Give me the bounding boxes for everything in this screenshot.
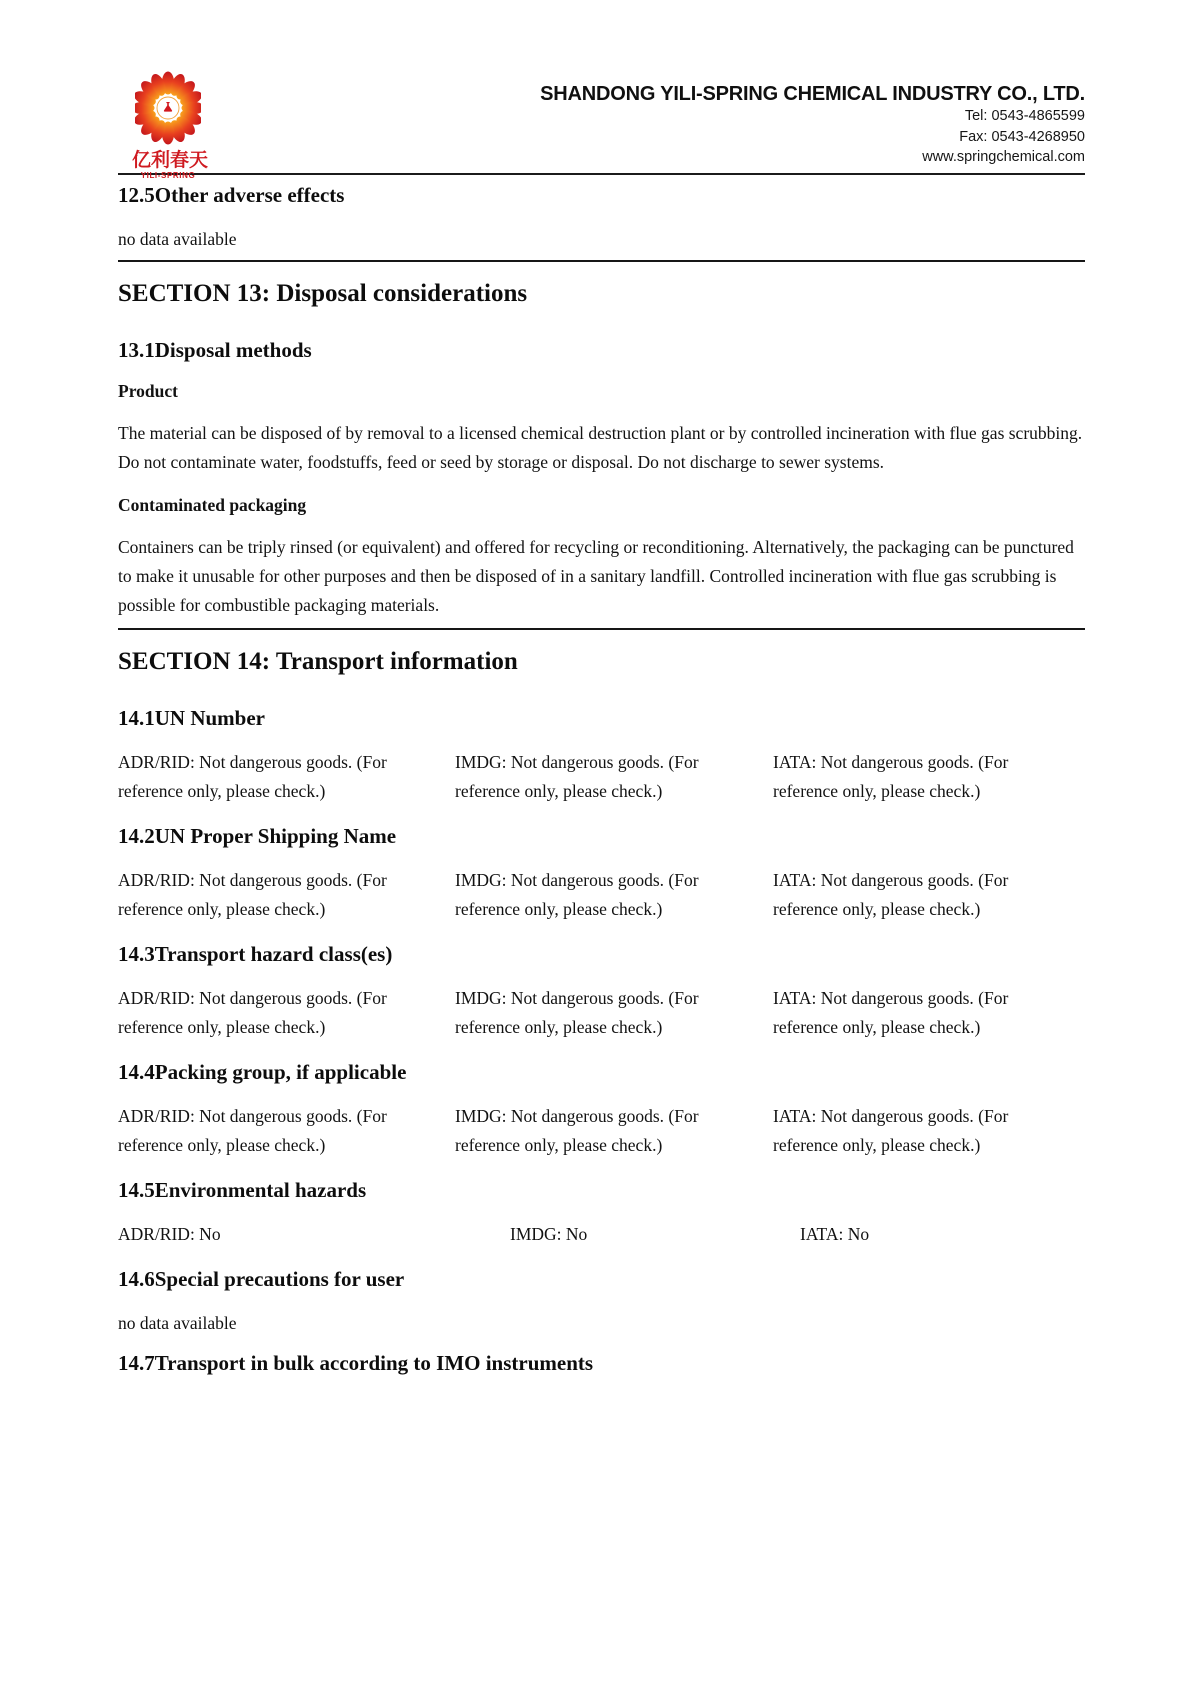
heading-14-6-special-precautions: 14.6Special precautions for user	[118, 1267, 405, 1291]
no-data-text-14-6: no data available	[118, 1313, 237, 1333]
header-contact-block	[540, 82, 1085, 168]
transport-row-packing-group	[118, 1102, 1085, 1160]
heading-section-14: SECTION 14: Transport information	[118, 648, 518, 675]
company-name: SHANDONG YILI-SPRING CHEMICAL INDUSTRY CO., LTD.	[540, 83, 1085, 105]
imdg-cell: IMDG: Not dangerous goods. (For reference only, please check.)	[455, 988, 699, 1037]
adr-cell: ADR/RID: No	[118, 1224, 221, 1244]
section-divider	[118, 628, 1085, 630]
heading-14-3-hazard-classes: 14.3Transport hazard class(es)	[118, 942, 393, 966]
transport-row-hazard-classes	[118, 984, 1085, 1042]
company-logo	[132, 70, 209, 181]
transport-row-environmental-hazards	[118, 1220, 1085, 1249]
heading-section-13: SECTION 13: Disposal considerations	[118, 280, 528, 307]
flower-logo-icon	[135, 70, 201, 146]
imdg-cell: IMDG: Not dangerous goods. (For reference only, please check.)	[455, 752, 699, 801]
imdg-cell: IMDG: Not dangerous goods. (For reference only, please check.)	[455, 870, 699, 919]
section-divider	[118, 260, 1085, 262]
website-text: www.springchemical.com	[922, 149, 1085, 165]
contaminated-packaging-paragraph: Containers can be triply rinsed (or equivalent) and offered for recycling or reconditioning. Alternatively, the packaging can be punctured to make it unusable for other purposes and then be disposed of in a sanitary landfill. Controlled incineration with flue gas scrubbing is possible for combustible packaging materials.	[118, 537, 1074, 615]
imdg-cell: IMDG: Not dangerous goods. (For reference only, please check.)	[455, 1106, 699, 1155]
adr-cell: ADR/RID: Not dangerous goods. (For reference only, please check.)	[118, 1106, 387, 1155]
iata-cell: IATA: Not dangerous goods. (For reference only, please check.)	[773, 1106, 1009, 1155]
heading-14-1-un-number: 14.1UN Number	[118, 706, 265, 730]
logo-chinese-text: 亿利春天	[132, 150, 209, 171]
iata-cell: IATA: No	[800, 1224, 870, 1244]
iata-cell: IATA: Not dangerous goods. (For reference only, please check.)	[773, 870, 1009, 919]
document-body	[118, 182, 1085, 1376]
product-label: Product	[118, 381, 178, 401]
adr-cell: ADR/RID: Not dangerous goods. (For reference only, please check.)	[118, 870, 387, 919]
imdg-cell: IMDG: No	[510, 1224, 588, 1244]
heading-13-1-disposal-methods: 13.1Disposal methods	[118, 338, 312, 362]
heading-12-5-other-adverse-effects: 12.5Other adverse effects	[118, 183, 345, 207]
no-data-text-12-5: no data available	[118, 229, 237, 249]
heading-14-5-environmental-hazards: 14.5Environmental hazards	[118, 1178, 367, 1202]
document-header	[118, 0, 1085, 180]
logo-latin-text: YILI-SPRING	[140, 171, 196, 180]
transport-row-shipping-name	[118, 866, 1085, 924]
transport-row-un-number	[118, 748, 1085, 806]
iata-cell: IATA: Not dangerous goods. (For reference only, please check.)	[773, 752, 1009, 801]
fax-line: Fax: 0543-4268950	[959, 128, 1085, 145]
phone-line: Tel: 0543-4865599	[964, 108, 1085, 124]
contaminated-packaging-label: Contaminated packaging	[118, 495, 307, 515]
heading-14-2-proper-shipping-name: 14.2UN Proper Shipping Name	[118, 824, 397, 848]
adr-cell: ADR/RID: Not dangerous goods. (For reference only, please check.)	[118, 988, 387, 1037]
iata-cell: IATA: Not dangerous goods. (For reference only, please check.)	[773, 988, 1009, 1037]
heading-14-7-transport-in-bulk: 14.7Transport in bulk according to IMO instruments	[118, 1351, 594, 1375]
heading-14-4-packing-group: 14.4Packing group, if applicable	[118, 1060, 407, 1084]
adr-cell: ADR/RID: Not dangerous goods. (For reference only, please check.)	[118, 752, 387, 801]
product-paragraph: The material can be disposed of by removal to a licensed chemical destruction plant or by controlled incineration with flue gas scrubbing. Do not contaminate water, foodstuffs, feed or seed by storage or disposal. Do not discharge to sewer systems.	[118, 423, 1083, 472]
